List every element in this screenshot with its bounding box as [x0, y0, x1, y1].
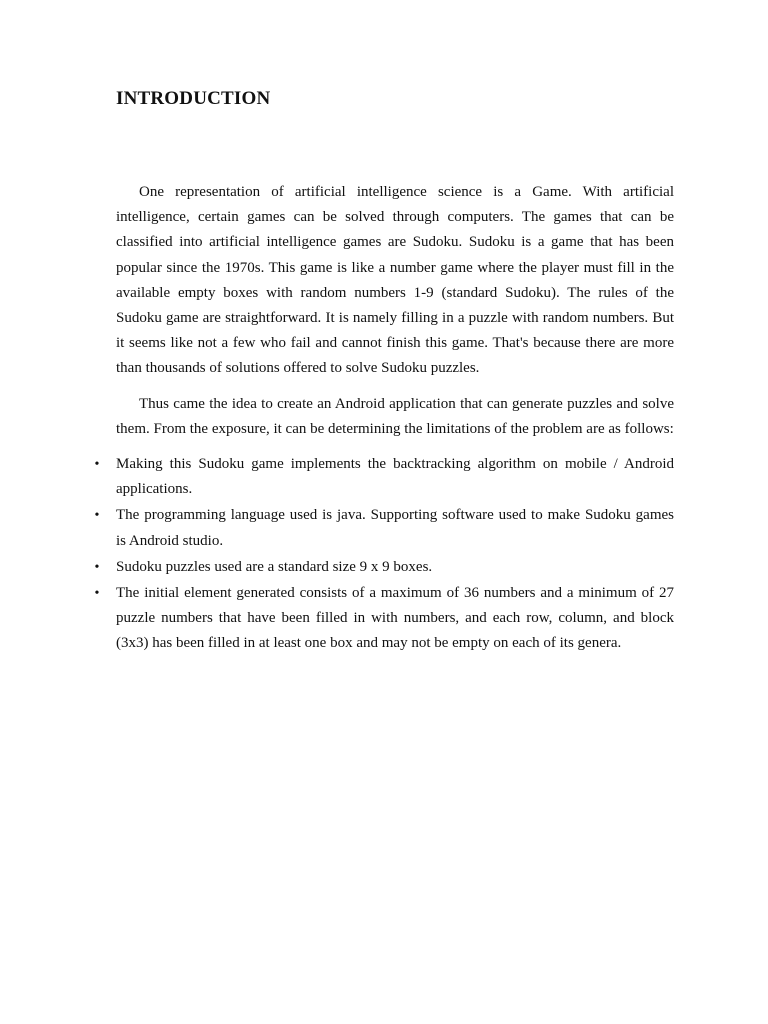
list-item	[94, 503, 674, 553]
bullet-icon: •	[94, 508, 100, 524]
body-text	[94, 180, 674, 658]
paragraph-intro: One representation of artificial intelligence science is a Game. With artificial intelligence, certain games can be solved through computers. The games that can be classified into artificial intelligence games are Sudoku. Sudoku is a game that has been popular since the 1970s. This game is like a number game where the player must fill in the available empty boxes with random numbers 1-9 (standard Sudoku). The rules of the Sudoku game are straightforward. It is namely filling in a puzzle with random numbers. But it seems like not a few who fail and cannot finish this game. That's because there are more than thousands of solutions offered to solve Sudoku puzzles.	[116, 184, 674, 377]
list-item	[94, 452, 674, 502]
list-item-text: Sudoku puzzles used are a standard size 9 x 9 boxes.	[116, 558, 433, 575]
list-item-text: The programming language used is java. Supporting software used to make Sudoku games is Android studio.	[116, 507, 674, 549]
list-item	[94, 581, 674, 657]
list-item-text: Making this Sudoku game implements the backtracking algorithm on mobile / Android applications.	[116, 456, 674, 498]
limitations-list	[94, 452, 674, 657]
bullet-icon: •	[94, 586, 100, 602]
bullet-icon: •	[94, 457, 100, 473]
section-heading: INTRODUCTION	[116, 88, 271, 109]
list-item	[94, 555, 674, 580]
list-item-text: The initial element generated consists of a maximum of 36 numbers and a minimum of 27 puzzle numbers that have been filled in with numbers, and each row, column, and block (3x3) has been filled in at least one box and may not be empty on each of its genera.	[116, 585, 674, 652]
paragraph-idea: Thus came the idea to create an Android application that can generate puzzles and solve them. From the exposure, it can be determining the limitations of the problem are as follows:	[116, 395, 674, 437]
bullet-icon: •	[94, 559, 100, 575]
